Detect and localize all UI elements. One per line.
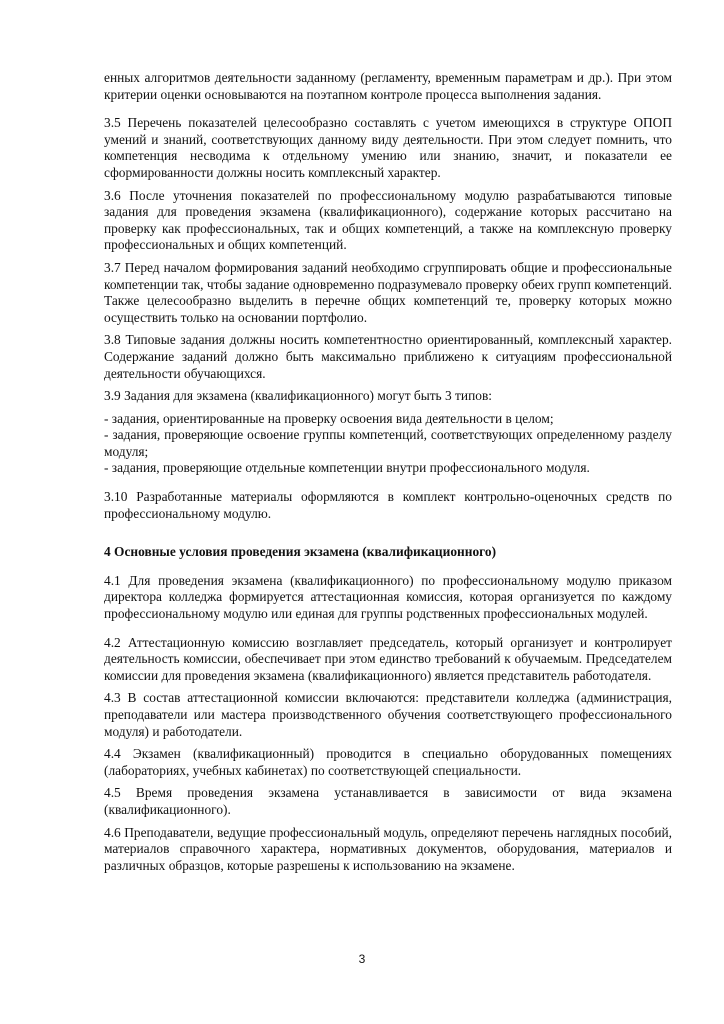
paragraph-4-2: 4.2 Аттестационную комиссию возглавляет председатель, который организует и контролирует деятельность комиссии, обеспечивает при этом единство требований к обучаемым. Председателем комиссии для проведения экзамена (квалификационного) является представитель работодателя. (104, 634, 672, 683)
paragraph-4-1: 4.1 Для проведения экзамена (квалификационного) по профессиональному модулю приказом директора колледжа формируется аттестационная комиссия, которая организуется по каждому профессиональному модулю или единая для группы родственных профессиональных модулей. (104, 572, 672, 622)
paragraph-3-9: 3.9 Задания для экзамена (квалификационного) могут быть 3 типов: (104, 388, 492, 404)
list-item: - задания, проверяющие освоение группы компетенций, соответствующих определенному разделу модуля; (104, 427, 672, 459)
list-item: - задания, ориентированные на проверку освоения вида деятельности в целом; (104, 410, 554, 426)
paragraph-4-5: 4.5 Время проведения экзамена устанавливается в зависимости от вида экзамена (квалификационного). (104, 785, 672, 817)
paragraph-4-6: 4.6 Преподаватели, ведущие профессиональный модуль, определяют перечень наглядных пособий, материалов справочного характера, нормативных документов, оборудования, материалов и различных образцов, которые разрешены к использованию на экзамене. (104, 824, 672, 873)
paragraph-4-3: 4.3 В состав аттестационной комиссии включаются: представители колледжа (администрация, преподаватели или мастера производственного обучения соответствующего профессионального модуля) и работодатели. (104, 690, 672, 739)
paragraph-3-5: 3.5 Перечень показателей целесообразно составлять с учетом имеющихся в структуре ОПОП умений и знаний, соответствующих данному виду деятельности. При этом следует помнить, что компетенция несводима к отдельному умению или знанию, значит, и показатели ее сформированности должны носить комплексный характер. (104, 115, 672, 180)
paragraph-continuation: енных алгоритмов деятельности заданному (регламенту, временным параметрам и др.). При этом критерии оценки основываются на поэтапном контроле процесса выполнения задания. (104, 70, 672, 102)
page-content (104, 70, 672, 874)
page-number: 3 (358, 952, 366, 966)
paragraph-3-7: 3.7 Перед началом формирования заданий необходимо сгруппировать общие и профессиональные компетенции так, чтобы задание одновременно подразумевало проверку обеих групп компетенций. Также целесообразно выделить в перечне общих компетенций те, проверку которых можно осуществить только на основании портфолио. (104, 259, 672, 325)
paragraph-3-10: 3.10 Разработанные материалы оформляются в комплект контрольно-оценочных средств по профессиональному модулю. (104, 489, 672, 521)
paragraph-3-8: 3.8 Типовые задания должны носить компетентностно ориентированный, комплексный характер. Содержание заданий должно быть максимально приближено к ситуациям профессиональной деятельности обучающихся. (104, 332, 672, 381)
list-item: - задания, проверяющие отдельные компетенции внутри профессионального модуля. (104, 460, 590, 476)
paragraph-4-4: 4.4 Экзамен (квалификационный) проводится в специально оборудованных помещениях (лабораториях, учебных кабинетах) по соответствующей специальности. (104, 746, 672, 778)
section-heading: 4 Основные условия проведения экзамена (квалификационного) (104, 544, 497, 560)
paragraph-3-6: 3.6 После уточнения показателей по профессиональному модулю разрабатываются типовые задания для проведения экзамена (квалификационного), содержание которых рассчитано на проверку как профессиональных, так и общих компетенций, а также на комплексную проверку профессиональных и общих компетенций. (104, 187, 672, 253)
